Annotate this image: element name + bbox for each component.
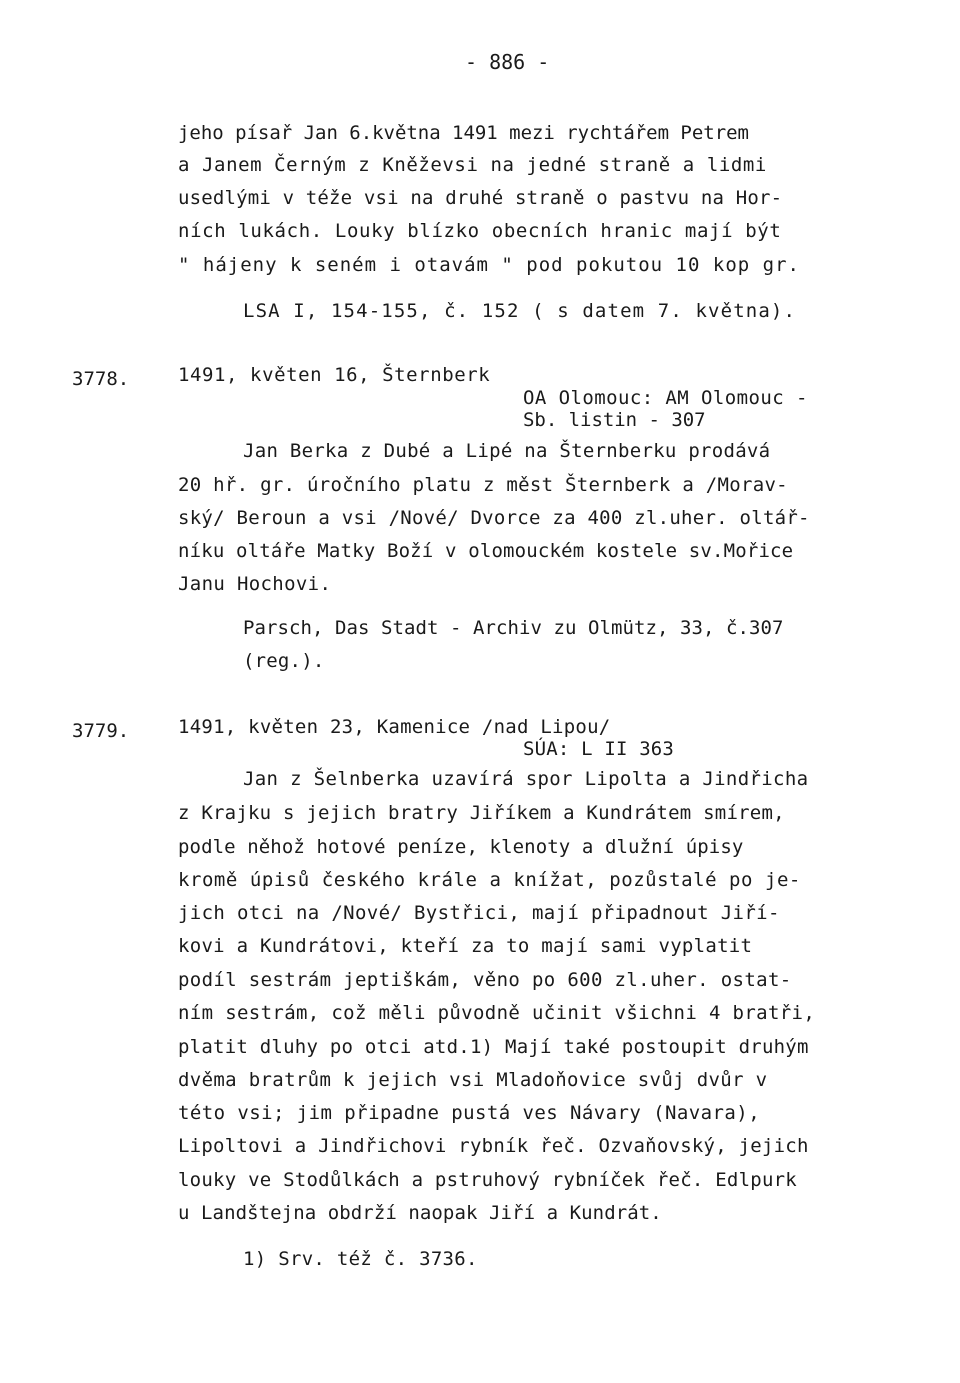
text-line: ních lukách. Louky blízko obecních hranic mají být: [178, 220, 782, 242]
source-citation: (reg.).: [243, 650, 325, 672]
footnote: 1) Srv. též č. 3736.: [243, 1248, 478, 1270]
text-line: platit dluhy po otci atd.1) Mají také postoupit druhým: [178, 1036, 809, 1058]
page-number: - 886 -: [465, 50, 550, 74]
text-line: louky ve Stodůlkách a pstruhový rybníček řeč. Edlpurk: [178, 1169, 797, 1191]
text-line: níku oltáře Matky Boží v olomouckém kostele sv.Mořice: [178, 540, 794, 562]
entry-number: 3779.: [72, 720, 130, 742]
text-line: 20 hř. gr. úročního platu z měst Šternberk a /Morav-: [178, 474, 788, 496]
text-line: ský/ Beroun a vsi /Nové/ Dvorce za 400 zl.uher. oltář-: [178, 507, 810, 529]
source-citation: Parsch, Das Stadt - Archiv zu Olmütz, 33, č.307: [243, 617, 784, 639]
text-line: a Janem Černým z Kněževsi na jedné straně a lidmi: [178, 154, 767, 176]
entry-heading: 1491, květen 16, Šternberk: [178, 364, 491, 386]
text-line: podíl sestrám jeptiškám, věno po 600 zl.uher. ostat-: [178, 969, 792, 991]
text-line: usedlými v téže vsi na druhé straně o pastvu na Hor-: [178, 187, 783, 209]
text-line: u Landštejna obdrží naopak Jiří a Kundrát.: [178, 1202, 662, 1224]
text-line: této vsi; jim připadne pustá ves Návary (Navara),: [178, 1102, 761, 1124]
text-line: kromě úpisů českého krále a knížat, pozůstalé po je-: [178, 869, 801, 891]
text-line: z Krajku s jejich bratry Jiříkem a Kundrátem smírem,: [178, 802, 785, 824]
text-line: ním sestrám, což měli původně učinit všichni 4 bratři,: [178, 1002, 816, 1024]
text-line: dvěma bratrům k jejich vsi Mladoňovice svůj dvůr v: [178, 1069, 768, 1091]
text-line: jeho písař Jan 6.května 1491 mezi rychtářem Petrem: [178, 122, 749, 144]
text-line: kovi a Kundrátovi, kteří za to mají sami vyplatit: [178, 935, 753, 957]
entry-heading: 1491, květen 23, Kamenice /nad Lipou/: [178, 716, 611, 738]
text-line: podle něhož hotové peníze, klenoty a dlužní úpisy: [178, 836, 744, 858]
archive-reference: SÚA: L II 363: [523, 738, 675, 760]
text-line: Jan z Šelnberka uzavírá spor Lipolta a Jindřicha: [243, 768, 809, 790]
text-line: Lipoltovi a Jindřichovi rybník řeč. Ozvaňovský, jejich: [178, 1135, 809, 1157]
text-line: " hájeny k seném i otavám " pod pokutou 10 kop gr.: [178, 254, 800, 276]
archive-reference: Sb. listin - 307: [523, 409, 706, 431]
text-line: Janu Hochovi.: [178, 573, 332, 595]
source-citation: LSA I, 154-155, č. 152 ( s datem 7. května).: [243, 300, 797, 322]
archive-reference: OA Olomouc: AM Olomouc -: [523, 387, 808, 409]
text-line: Jan Berka z Dubé a Lipé na Šternberku prodává: [243, 440, 771, 462]
text-line: jich otci na /Nové/ Bystřici, mají připadnout Jiří-: [178, 902, 780, 924]
entry-number: 3778.: [72, 368, 130, 390]
